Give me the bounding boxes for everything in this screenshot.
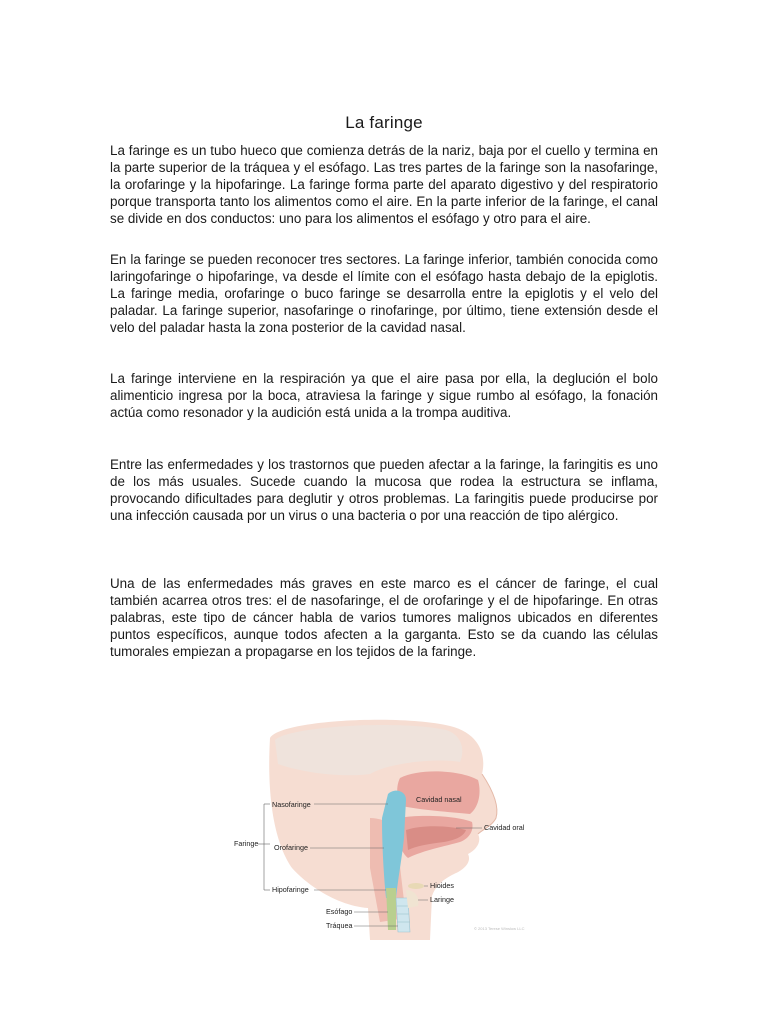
paragraph-3: La faringe interviene en la respiración ya que el aire pasa por ella, la deglución el bolo alimenticio ingresa por la boca, atraviesa la faringe y sigue rumbo al esófago, la fonación actúa como resonador y la audición está unida a la trompa auditiva. <box>110 371 658 420</box>
paragraph-5: Una de las enfermedades más graves en este marco es el cáncer de faringe, el cual también acarrea otros tres: el de nasofaringe, el de orofaringe y el de hipofaringe. En otras palabras, este tipo de cáncer habla de varios tumores malignos ubicados en diferentes puntos específicos, aunque todos afecten a la garganta. Esto se da cuando las células tumorales empiezan a propagarse en los tejidos de la faringe. <box>110 576 658 659</box>
label-laringe: Laringe <box>430 895 454 904</box>
page-title: La faringe <box>345 113 423 132</box>
paragraph-2: En la faringe se pueden reconocer tres sectores. La faringe inferior, también conocida como laringofaringe o hipofaringe, va desde el límite con el esófago hasta debajo de la epiglotis. La faringe media, orofaringe o buco faringe se desarrolla entre la epiglotis y el velo del paladar. La faringe superior, nasofaringe o rinofaringe, por último, tiene extensión desde el velo del paladar hasta la zona posterior de la cavidad nasal. <box>110 252 658 335</box>
label-cavidad-oral: Cavidad oral <box>484 823 525 832</box>
label-cavidad-nasal: Cavidad nasal <box>416 795 462 804</box>
label-orofaringe: Orofaringe <box>274 843 308 852</box>
label-hipofaringe: Hipofaringe <box>272 885 309 894</box>
paragraph-4: Entre las enfermedades y los trastornos que pueden afectar a la faringe, la faringitis es uno de los más usuales. Sucede cuando la mucosa que rodea la estructura se inflama, provocando dificultades para deglutir y otros problemas. La faringitis puede producirse por una infección causada por un virus o una bacteria o por una reacción de tipo alérgico. <box>110 457 658 523</box>
label-traquea: Tráquea <box>326 921 353 930</box>
paragraph-1: La faringe es un tubo hueco que comienza detrás de la nariz, baja por el cuello y termina en la parte superior de la tráquea y el esófago. Las tres partes de la faringe son la nasofaringe, la orofaringe y la hipofaringe. La faringe forma parte del aparato digestivo y del respiratorio porque transporta tanto los alimentos como el aire. En la parte inferior de la faringe, el canal se divide en dos conductos: uno para los alimentos el esófago y otro para el aire. <box>110 143 658 226</box>
label-nasofaringe: Nasofaringe <box>272 800 311 809</box>
copyright-text: © 2013 Terese Winslow LLC <box>474 926 525 931</box>
label-esofago: Esófago <box>326 907 353 916</box>
label-hioides: Hioides <box>430 881 454 890</box>
pharynx-anatomy-figure <box>220 718 550 940</box>
pharynx-anatomy-illustration <box>220 718 550 940</box>
label-faringe: Faringe <box>234 839 259 848</box>
